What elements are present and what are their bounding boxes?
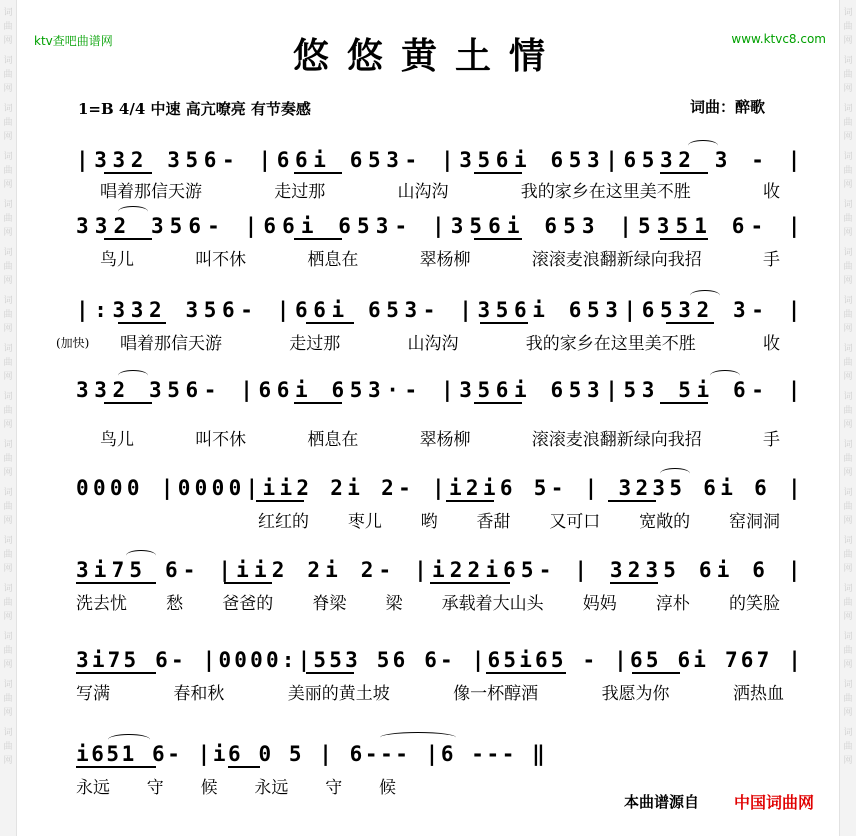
beam-mark (306, 672, 354, 674)
tie-mark (118, 206, 148, 217)
beam-mark (306, 322, 354, 324)
beam-mark (76, 582, 156, 584)
notation-line-6: 3 i 7 5 6 - | i i 2 2 i 2 - | i 2 2 i 6 5 - | 3 2 3 5 6 i 6 | (76, 558, 802, 582)
notation-line-7: 3 i 7 5 6 - | 0 0 0 0 : | 5 5 3 5 6 6 - | 6 5 i 6 5 - | 6 5 6 i 7 6 7 | (76, 648, 802, 672)
notation-line-1: | 3 3 2 3 5 6 - | 6 6 i 6 5 3 - | 3 5 6 i 6 5 3 | 6 5 3 2 3 - | (76, 148, 802, 172)
watermark-text: 词曲网 (843, 152, 853, 190)
beam-mark (294, 238, 342, 240)
lyrics-line-7: 写满 春和秋 美丽的黄土坡 像一杯醇酒 我愿为你 洒热血 (76, 683, 784, 704)
tie-mark (690, 290, 720, 301)
lyrics-line-2: 鸟儿 叫不休 栖息在 翠杨柳 滚滚麦浪翻新绿向我招 手 (100, 249, 780, 270)
beam-mark (474, 172, 522, 174)
beam-mark (608, 500, 656, 502)
beam-mark (104, 402, 152, 404)
beam-mark (294, 402, 342, 404)
beam-mark (294, 172, 342, 174)
tie-mark (688, 140, 718, 151)
tie-mark (126, 550, 156, 561)
beam-mark (104, 238, 152, 240)
notation-line-4: 3 3 2 3 5 6 - | 6 6 i 6 5 3 · - | 3 5 6 i 6 5 3 | 5 3 5 i 6 - | (76, 378, 802, 402)
beam-mark (660, 238, 708, 240)
watermark-text: 词曲网 (843, 488, 853, 526)
watermark-text: 词曲网 (843, 440, 853, 478)
lyrics-line-6: 洗去忧 愁 爸爸的 脊梁 梁 承载着大山头 妈妈 淳朴 的笑脸 (76, 593, 780, 614)
lyrics-line-3: 唱着那信天游 走过那 山沟沟 我的家乡在这里美不胜 收 (120, 333, 780, 354)
beam-mark (666, 322, 714, 324)
beam-mark (474, 238, 522, 240)
beam-mark (632, 672, 680, 674)
watermark-text: 词曲网 (3, 536, 13, 574)
notation-line-2: 3 3 2 3 5 6 - | 6 6 i 6 5 3 - | 3 5 6 i 6 5 3 | 5 3 5 1 6 - | (76, 214, 802, 238)
tie-mark (108, 734, 150, 745)
watermark-text: 词曲网 (3, 8, 13, 46)
watermark-text: 词曲网 (843, 536, 853, 574)
watermark-text: 词曲网 (843, 8, 853, 46)
watermark-text: 词曲网 (3, 152, 13, 190)
left-site-name: ktv查吧曲谱网 (34, 34, 113, 48)
notation-line-8: i 6 5 1 6 - | i 6 0 5 | 6 - - - | 6 - - - ‖ (76, 742, 546, 766)
watermark-text: 词曲网 (843, 632, 853, 670)
watermark-text: 词曲网 (843, 584, 853, 622)
tempo-change-note: (加快) (56, 336, 90, 350)
beam-mark (474, 402, 522, 404)
watermark-text: 词曲网 (843, 56, 853, 94)
watermark-text: 词曲网 (3, 56, 13, 94)
watermark-text: 词曲网 (3, 392, 13, 430)
beam-mark (256, 500, 304, 502)
watermark-text: 词曲网 (3, 104, 13, 142)
watermark-text: 词曲网 (843, 104, 853, 142)
lyrics-line-1: 唱着那信天游 走过那 山沟沟 我的家乡在这里美不胜 收 (100, 181, 780, 202)
source-label: 本曲谱源自 (624, 793, 700, 811)
lyrics-line-8: 永远 守 候 永远 守 候 (76, 777, 396, 798)
tie-mark (118, 370, 148, 381)
right-watermark-strip (839, 0, 856, 836)
beam-mark (480, 322, 528, 324)
source-site[interactable]: 中国词曲网 (734, 793, 815, 812)
beam-mark (486, 672, 566, 674)
beam-mark (228, 766, 260, 768)
beam-mark (76, 672, 156, 674)
watermark-text: 词曲网 (3, 248, 13, 286)
notation-line-5: 0 0 0 0 | 0 0 0 0 | i i 2 2 i 2 - | i 2 i 6 5 - | 3 2 3 5 6 i 6 | (76, 476, 802, 500)
beam-mark (660, 172, 708, 174)
beam-mark (118, 322, 166, 324)
watermark-text: 词曲网 (3, 296, 13, 334)
watermark-text: 词曲网 (3, 344, 13, 382)
beam-mark (610, 582, 658, 584)
beam-mark (446, 500, 494, 502)
tie-mark (380, 732, 456, 743)
song-title: 悠悠黄土情 (292, 35, 563, 77)
beam-mark (104, 172, 152, 174)
lyrics-line-4: 鸟儿 叫不休 栖息在 翠杨柳 滚滚麦浪翻新绿向我招 手 (100, 429, 780, 450)
watermark-text: 词曲网 (843, 680, 853, 718)
watermark-text: 词曲网 (3, 200, 13, 238)
watermark-text: 词曲网 (3, 632, 13, 670)
watermark-text: 词曲网 (3, 488, 13, 526)
beam-mark (76, 766, 156, 768)
lyrics-line-5: 红红的 枣儿 哟 香甜 又可口 宽敞的 窑洞洞 (258, 511, 780, 532)
key-tempo-line: 1=B 4/4 中速 高亢嘹亮 有节奏感 (78, 100, 311, 118)
watermark-text: 词曲网 (3, 728, 13, 766)
right-site-url: www.ktvc8.com (731, 32, 826, 46)
beam-mark (660, 402, 708, 404)
watermark-text: 词曲网 (3, 584, 13, 622)
watermark-text: 词曲网 (843, 296, 853, 334)
credits: 词曲：醉歌 (690, 98, 766, 116)
beam-mark (430, 582, 510, 584)
tie-mark (660, 468, 690, 479)
notation-line-3: | : 3 3 2 3 5 6 - | 6 6 i 6 5 3 - | 3 5 6 i 6 5 3 | 6 5 3 2 3 - | (76, 298, 802, 322)
watermark-text: 词曲网 (843, 392, 853, 430)
watermark-text: 词曲网 (843, 200, 853, 238)
watermark-text: 词曲网 (843, 344, 853, 382)
watermark-text: 词曲网 (3, 680, 13, 718)
watermark-text: 词曲网 (843, 728, 853, 766)
left-watermark-strip (0, 0, 17, 836)
beam-mark (224, 582, 272, 584)
watermark-text: 词曲网 (843, 248, 853, 286)
watermark-text: 词曲网 (3, 440, 13, 478)
tie-mark (710, 370, 740, 381)
